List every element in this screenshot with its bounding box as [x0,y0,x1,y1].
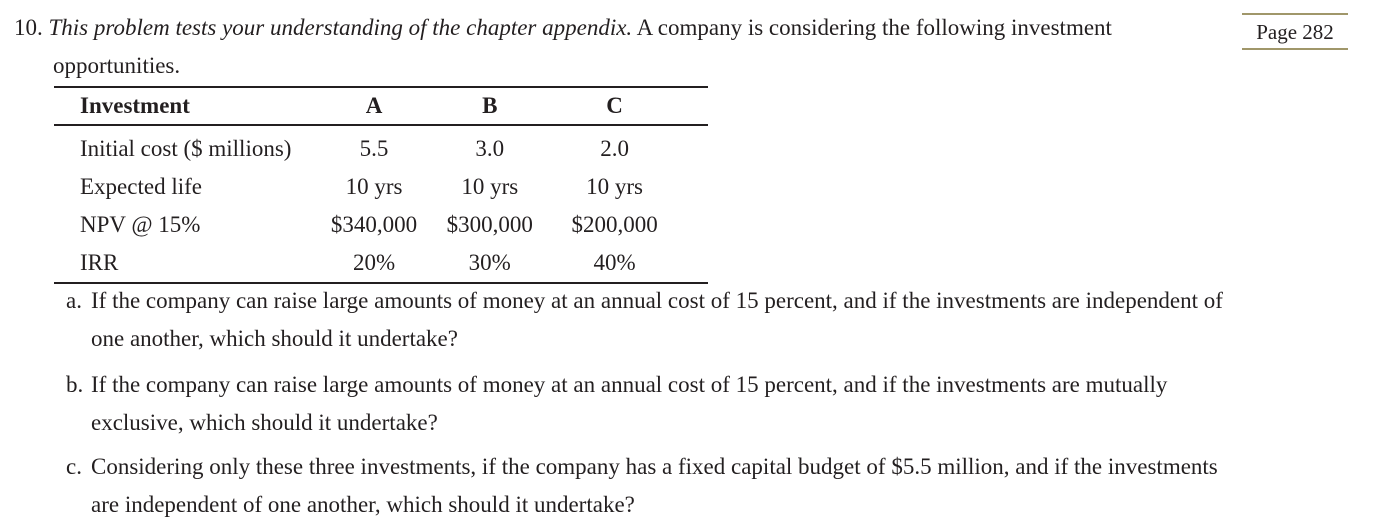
header-b: B [434,87,545,125]
question-text-line1: If the company can raise large amounts of money at an annual cost of 15 percent, and if the investments are independent of [91,288,1223,313]
header-c: C [545,87,708,125]
question-a [66,282,1356,358]
header-investment: Investment [54,87,314,125]
cell-a: 10 yrs [345,174,403,199]
table-header-row [54,87,708,125]
question-text-line2: are independent of one another, which should it undertake? [91,492,635,517]
question-letter: c. [66,454,82,479]
question-text-line1: Considering only these three investments, if the company has a fixed capital budget of $5.5 million, and if the investments [91,454,1218,479]
table-row [54,125,708,168]
header-a: A [314,87,435,125]
problem-text-continued: opportunities. [53,53,181,78]
cell-a: 20% [352,250,396,275]
question-letter: a. [66,288,82,313]
problem-statement [14,12,1112,44]
question-text-line1: If the company can raise large amounts of money at an annual cost of 15 percent, and if the investments are mutually [91,372,1168,397]
row-label: Initial cost ($ millions) [80,136,292,161]
cell-b: 30% [468,250,511,275]
cell-b: 3.0 [475,136,505,161]
row-label: IRR [80,250,119,275]
problem-text: A company is considering the following investment [636,15,1112,40]
table-row [54,244,708,283]
problem-number: 10. [14,15,43,40]
table-row [54,206,708,244]
row-label: Expected life [80,174,202,199]
cell-c: $200,000 [571,212,658,237]
question-letter: b. [66,372,84,397]
cell-c: 10 yrs [586,174,643,199]
problem-intro: This problem tests your understanding of the chapter appendix. [48,15,633,40]
cell-c: 40% [593,250,636,275]
row-label: NPV @ 15% [80,212,201,237]
question-text-line2: exclusive, which should it undertake? [91,410,438,435]
question-c [66,448,1356,524]
cell-a: 5.5 [359,136,389,161]
cell-c: 2.0 [600,136,629,161]
investment-table [54,86,708,284]
question-b [66,366,1356,442]
cell-b: 10 yrs [461,174,519,199]
cell-a: $340,000 [330,212,418,237]
page-number-tag: Page 282 [1242,13,1348,50]
question-text-line2: one another, which should it undertake? [91,326,458,351]
table-row [54,168,708,206]
cell-b: $300,000 [446,212,533,237]
